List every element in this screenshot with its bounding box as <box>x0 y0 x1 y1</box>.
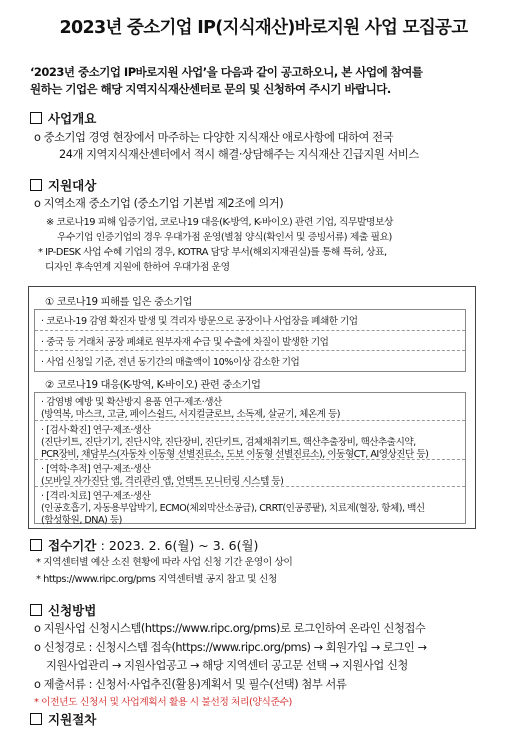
list-item: · [검사·확진] 연구·제조·생산 (진단키트, 진단기기, 진단시약, 진단장비, 진단키트, 검체채취키트, 핵산추출장비, 핵산추출시약, PCR장비, 채담부스(자동차 이동형 선별진료소, 도보 이동형 선별진료소), 이동형CT, AI영상진단 등) <box>35 420 465 460</box>
page-title: 2023년 중소기업 IP(지식재산)바로지원 사업 모집공고 <box>59 18 468 38</box>
section-title: 지원대상 <box>48 178 97 193</box>
period-value: : 2023. 2. 6(월) ~ 3. 6(월) <box>100 538 259 553</box>
section-overview-heading <box>30 109 96 127</box>
period-note: * 지역센터별 예산 소진 현황에 따라 사업 신청 기간 운영이 상이 <box>36 557 293 568</box>
section-method-heading <box>30 601 96 619</box>
intro-line: 원하는 기업은 해당 지역지식재산센터로 문의 및 신청하여 주시기 바랍니다. <box>30 82 391 96</box>
checkbox-square-icon <box>30 112 42 124</box>
section-title: 사업개요 <box>48 111 97 126</box>
list-item: · 중국 등 거래처 공장 폐쇄로 원부자재 수급 및 수출에 차질이 발생한 기업 <box>35 330 465 351</box>
section-title: 지원절차 <box>48 712 97 727</box>
section-target-heading <box>30 176 96 194</box>
target-note: 디자인 후속연계 지원에 한하여 우대가점 운영 <box>45 262 230 273</box>
checkbox-square-icon <box>30 179 42 191</box>
list-item: · [격리·치료] 연구·제조·생산 (인공호흡기, 자동용부압박기, ECMO(체외막산소공급), CRRT(인공콩팥), 치료제(혈장, 항체), 백신 (합성항원, DNA) 등) <box>35 486 465 524</box>
section-procedure-heading <box>30 710 96 728</box>
group2-list <box>34 392 466 524</box>
period-note: * https://www.ripc.org/pms 지역센터별 공지 참고 및 신청 <box>36 574 277 585</box>
checkbox-square-icon <box>30 539 42 551</box>
list-item: · 사업 신청일 기준, 전년 동기간의 매출액이 10%이상 감소한 기업 <box>35 350 465 371</box>
method-line: o 지원사업 신청시스템(https://www.ripc.org/pms)로 로그인하여 온라인 신청접수 <box>34 622 426 635</box>
method-line: 지원사업관리 → 지원사업공고 → 해당 지역센터 공고문 선택 → 지원사업 신청 <box>46 659 408 672</box>
group1-list <box>34 309 466 372</box>
target-line: o 지역소재 중소기업 (중소기업 기본법 제2조에 의거) <box>34 197 284 210</box>
list-item: · 코로나-19 감염 확진자 발생 및 격리자 방문으로 공장이나 사업장을 폐쇄한 기업 <box>41 316 358 327</box>
target-note: ※ 코로나19 피해 입증기업, 코로나19 대응(K-방역, K-바이오) 관련 기업, 직무발명보상 <box>46 217 394 228</box>
intro-paragraph <box>30 64 506 98</box>
checkbox-square-icon <box>30 713 42 725</box>
method-line: o 신청경로 : 신청시스템 접속(https://www.ripc.org/pms) → 회원가입 → 로그인 → <box>34 641 427 654</box>
intro-line: ‘2023년 중소기업 IP바로지원 사업’을 다음과 같이 공고하오니, 본 사업에 참여를 <box>30 65 423 79</box>
list-item: · 감염병 예방 및 확산방지 용품 연구·제조·생산 (방역복, 마스크, 고글, 페이스쉴드, 서지컬글로브, 소독제, 살균기, 체온계 등) <box>41 397 340 420</box>
group-title: ② 코로나19 대응(K-방역, K-바이오) 관련 중소기업 <box>45 379 261 391</box>
section-period-heading <box>30 536 258 554</box>
method-warning: * 이전년도 신청서 및 사업계획서 활용 시 불선정 처리(양식준수) <box>34 697 292 708</box>
checkbox-square-icon <box>30 604 42 616</box>
overview-line: 24개 지역지식재산센터에서 적시 해결·상담해주는 지식재산 긴급지원 서비스 <box>59 148 419 161</box>
method-line: o 제출서류 : 신청서·사업추진(활용)계획서 및 필수(선택) 첨부 서류 <box>34 678 347 691</box>
target-note: 우수기업 인증기업의 경우 우대가점 운영(별첨 양식(확인서 및 증빙서류) 제출 필요) <box>57 232 392 243</box>
section-title: 신청방법 <box>48 603 97 618</box>
group-title: ① 코로나19 피해를 입은 중소기업 <box>45 296 193 308</box>
eligibility-box <box>28 286 476 529</box>
section-title: 접수기간 <box>48 538 97 553</box>
overview-line: o 중소기업 경영 현장에서 마주하는 다양한 지식재산 애로사항에 대하여 전국 <box>34 131 394 144</box>
list-item: · [역학·추적] 연구·제조·생산 (모바일 자가진단 앱, 격리관리 앱, 언택트 모니터링 시스템 등) <box>35 459 465 487</box>
target-note: * IP-DESK 사업 수혜 기업의 경우, KOTRA 담당 부서(해외지재권실)를 통해 특허, 상표, <box>38 247 387 258</box>
